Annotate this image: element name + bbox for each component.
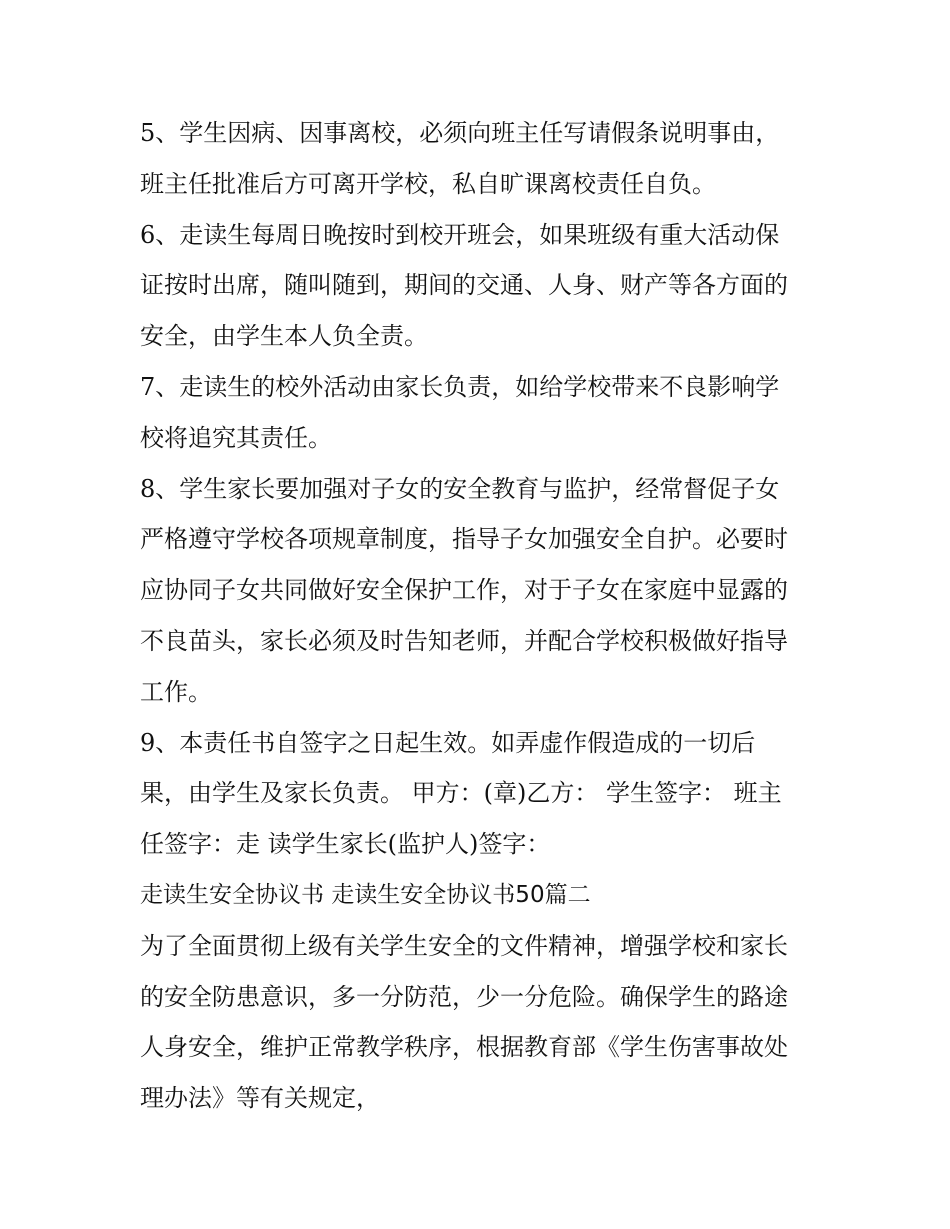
- text-line: 8、学生家长要加强对子女的安全教育与监护，经常督促子女: [140, 474, 780, 503]
- text-line: 班主任批准后方可离开学校，私自旷课离校责任自负。: [140, 169, 716, 198]
- text-line: 应协同子女共同做好安全保护工作，对于子女在家庭中显露的: [140, 576, 788, 605]
- text-line: 任签字：走 读学生家长(监护人)签字：: [140, 830, 551, 859]
- text-line: 证按时出席，随叫随到，期间的交通、人身、财产等各方面的: [140, 271, 788, 300]
- text-line: 安全，由学生本人负全责。: [140, 322, 428, 351]
- text-line: 工作。: [140, 677, 212, 706]
- document-body: [140, 108, 820, 1124]
- text-line: 7、走读生的校外活动由家长负责，如给学校带来不良影响学: [140, 372, 780, 401]
- text-line: 6、走读生每周日晚按时到校开班会，如果班级有重大活动保: [140, 220, 780, 249]
- text-line: 的安全防患意识，多一分防范，少一分危险。确保学生的路途: [140, 982, 788, 1011]
- text-line: 9、本责任书自签字之日起生效。如弄虚作假造成的一切后: [140, 728, 756, 757]
- text-line: 严格遵守学校各项规章制度，指导子女加强安全自护。必要时: [140, 525, 788, 554]
- section-heading: 走读生安全协议书 走读生安全协议书50篇二: [140, 881, 591, 908]
- text-line: 为了全面贯彻上级有关学生安全的文件精神，增强学校和家长: [140, 931, 788, 960]
- text-line: 人身安全，维护正常教学秩序，根据教育部《学生伤害事故处: [140, 1033, 788, 1062]
- text-line: 果，由学生及家长负责。 甲方：(章)乙方： 学生签字： 班主: [140, 779, 782, 808]
- text-line: 理办法》等有关规定，: [140, 1084, 380, 1113]
- text-line: 校将追究其责任。: [140, 423, 332, 452]
- text-line: 5、学生因病、因事离校，必须向班主任写请假条说明事由，: [140, 119, 780, 147]
- text-line: 不良苗头，家长必须及时告知老师，并配合学校积极做好指导: [140, 626, 788, 655]
